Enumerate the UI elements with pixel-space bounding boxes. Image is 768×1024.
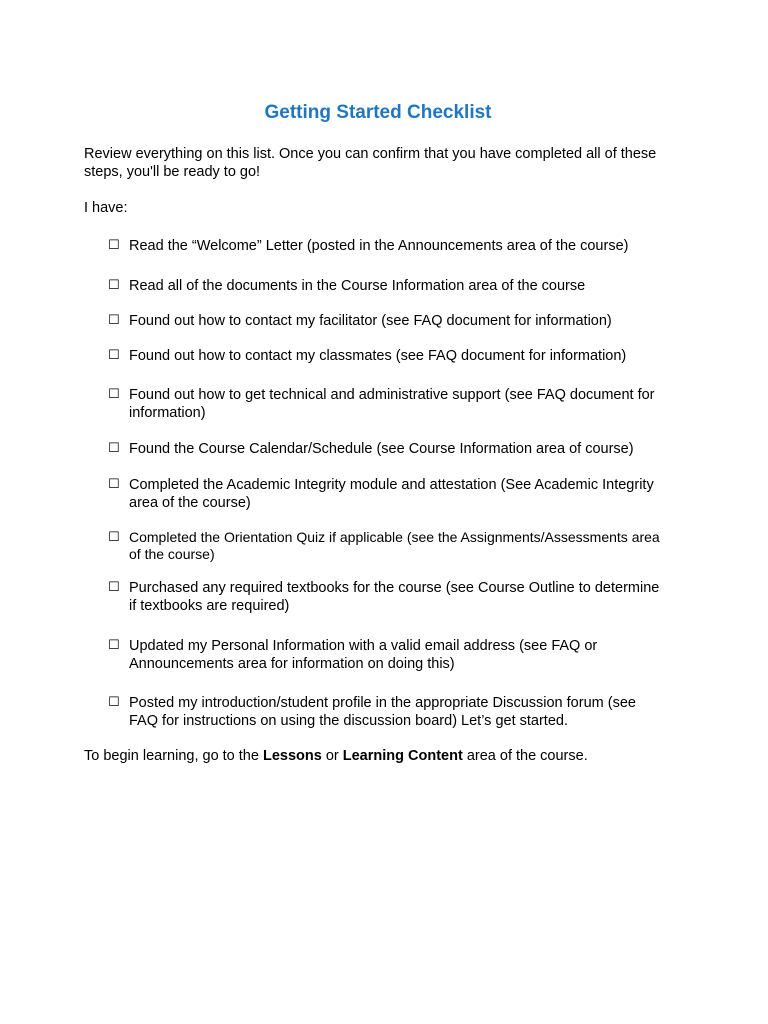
checklist-item <box>108 440 668 458</box>
checklist-item-text: Found out how to contact my facilitator (see FAQ document for information) <box>129 313 612 329</box>
closing-middle: or <box>321 748 343 764</box>
checklist-item <box>108 529 668 563</box>
checklist-item <box>108 277 668 295</box>
checklist-item-text: Updated my Personal Information with a valid email address (see FAQ or Announcements area for information on doing this) <box>129 638 598 672</box>
checklist-item-text: Completed the Academic Integrity module and attestation (See Academic Integrity area of the course) <box>129 477 654 511</box>
closing-paragraph <box>84 747 704 765</box>
checkbox-icon: ☐ <box>108 313 120 328</box>
checklist-item <box>108 237 668 255</box>
checkbox-icon: ☐ <box>108 530 120 545</box>
learning-content-label: Learning Content <box>342 748 463 764</box>
checklist-item-text: Read the “Welcome” Letter (posted in the Announcements area of the course) <box>129 238 629 254</box>
lessons-label: Lessons <box>262 748 322 764</box>
page-title: Getting Started Checklist <box>264 102 492 123</box>
checklist-item-text: Found out how to get technical and administrative support (see FAQ document for information) <box>129 387 655 421</box>
closing-prefix: To begin learning, go to the <box>84 748 263 764</box>
checkbox-icon: ☐ <box>108 477 120 492</box>
checkbox-icon: ☐ <box>108 278 120 293</box>
checklist-item-text: Posted my introduction/student profile in the appropriate Discussion forum (see FAQ for instructions on using the discussion board) Let’s get started. <box>129 695 636 729</box>
checklist-item <box>108 312 668 330</box>
checkbox-icon: ☐ <box>108 348 120 363</box>
checklist-item <box>108 476 668 512</box>
checklist-item-text: Found out how to contact my classmates (see FAQ document for information) <box>129 348 627 364</box>
checklist-item <box>108 347 668 365</box>
checkbox-icon: ☐ <box>108 695 120 710</box>
checkbox-icon: ☐ <box>108 638 120 653</box>
checklist-item <box>108 694 668 730</box>
checklist-item <box>108 386 668 422</box>
checklist-item <box>108 637 668 673</box>
checkbox-icon: ☐ <box>108 238 120 253</box>
checklist-item-text: Completed the Orientation Quiz if applicable (see the Assignments/Assessments area of the course) <box>129 529 660 562</box>
checklist-item-text: Purchased any required textbooks for the course (see Course Outline to determine if textbooks are required) <box>129 580 660 614</box>
intro-paragraph: Review everything on this list. Once you can confirm that you have completed all of these steps, you'll be ready to go! <box>84 146 657 180</box>
checklist-item-text: Found the Course Calendar/Schedule (see Course Information area of course) <box>129 441 634 457</box>
lead-in-text: I have: <box>84 200 128 216</box>
checklist-item-text: Read all of the documents in the Course Information area of the course <box>129 278 586 294</box>
checkbox-icon: ☐ <box>108 580 120 595</box>
checkbox-icon: ☐ <box>108 441 120 456</box>
checkbox-icon: ☐ <box>108 387 120 402</box>
closing-suffix: area of the course. <box>462 748 588 764</box>
checklist-item <box>108 579 668 615</box>
